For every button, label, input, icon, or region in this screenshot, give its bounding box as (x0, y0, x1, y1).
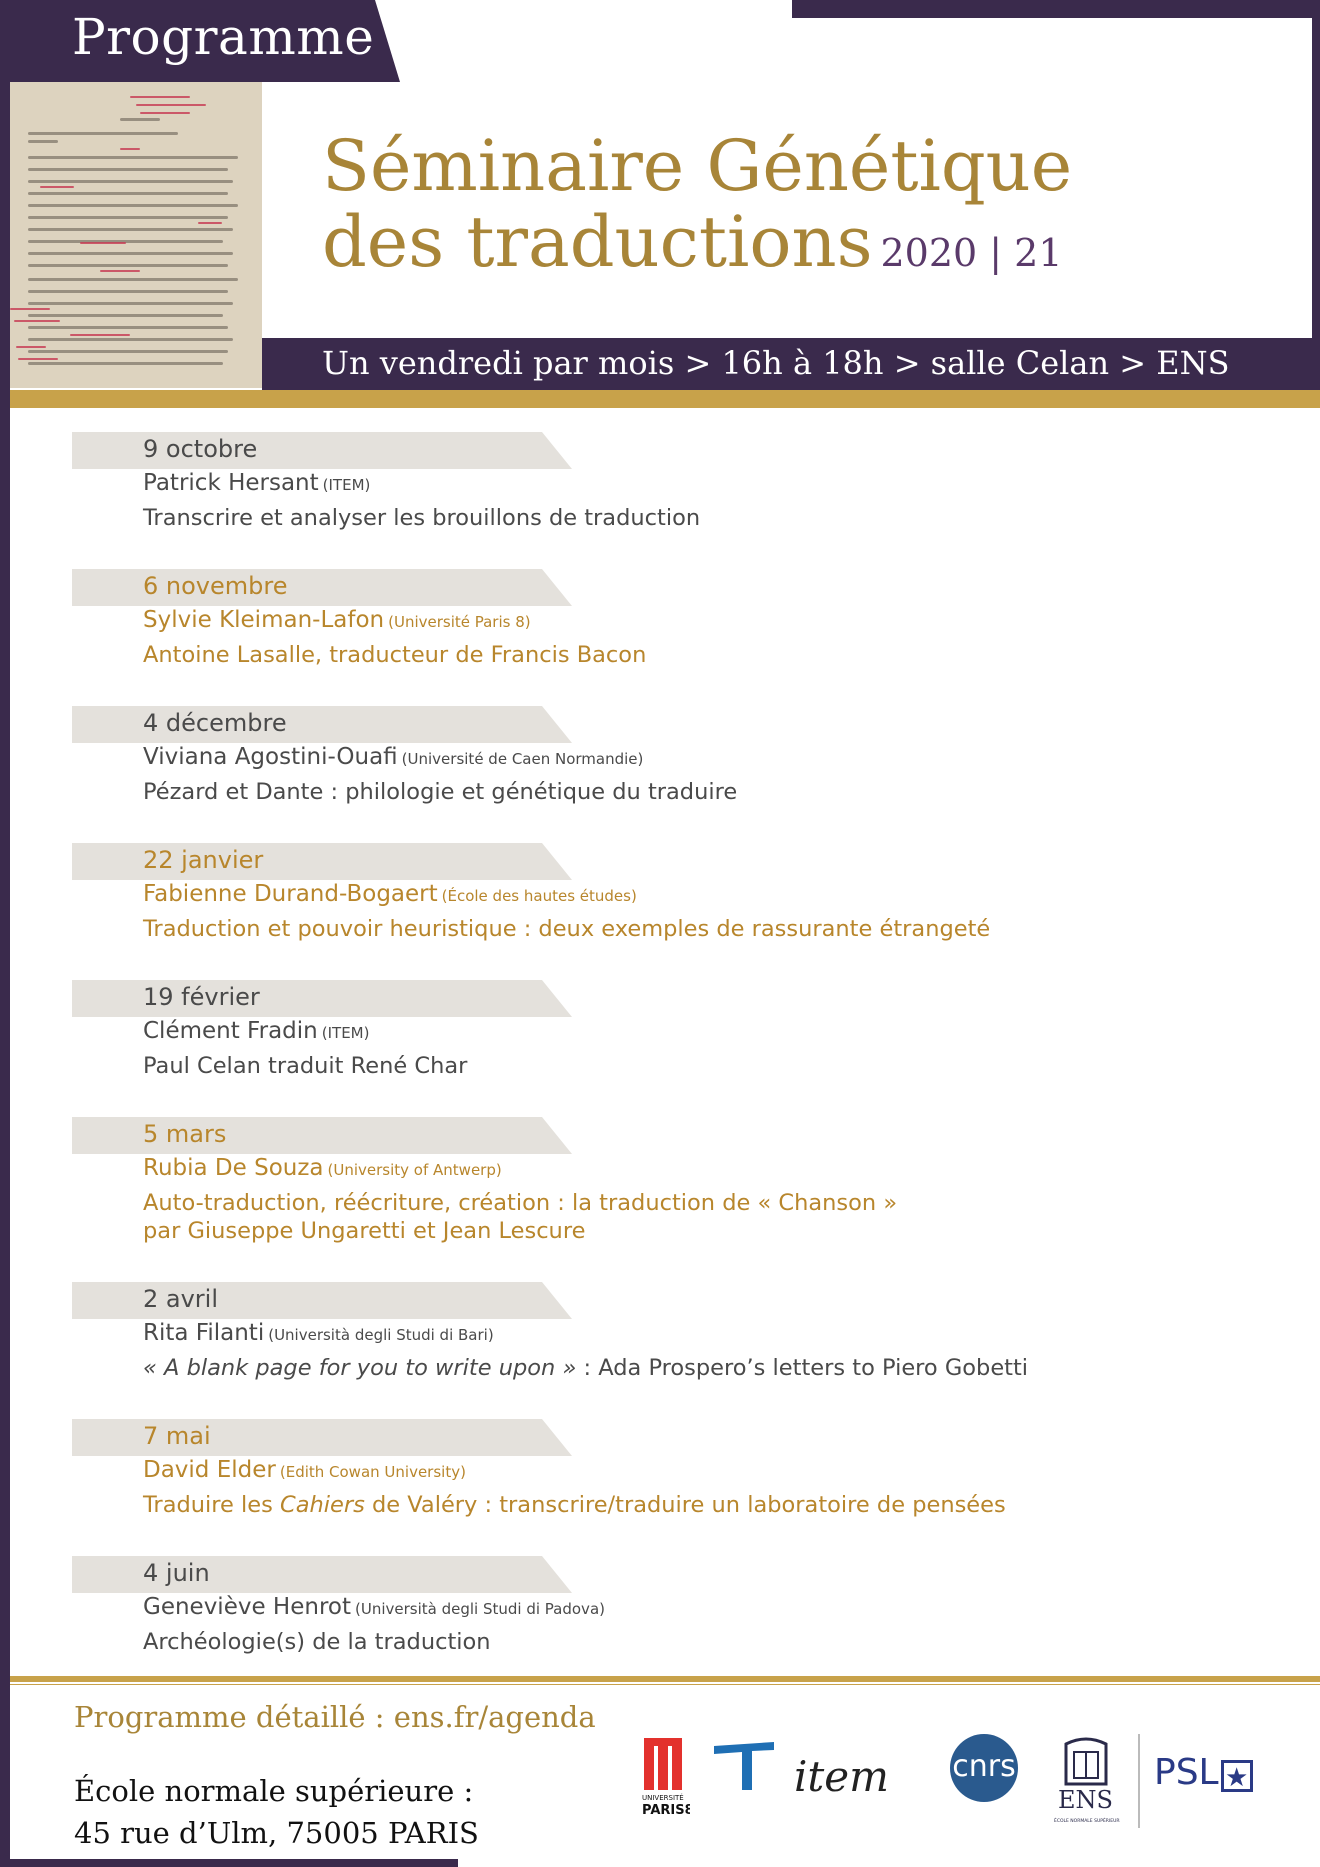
schedule-text: Un vendredi par mois > 16h à 18h > salle Celan > ENS (322, 344, 1230, 382)
speaker-name: Fabienne Durand-Bogaert (143, 881, 438, 907)
gold-rule-top (10, 390, 1320, 410)
manuscript-image (10, 82, 262, 388)
paris8-logo-text: UNIVERSITÉ (642, 1794, 684, 1802)
ens-logo-subtitle: ÉCOLE NORMALE SUPÉRIEURE (1054, 1819, 1120, 1824)
speaker-affiliation: (Université Paris 8) (388, 613, 531, 631)
bottom-bar (0, 1859, 458, 1867)
session-talk (143, 1189, 1243, 1245)
session-speaker (143, 881, 637, 907)
programme-label: Programme (72, 8, 375, 66)
session-date: 9 octobre (143, 435, 258, 463)
speaker-affiliation: (University of Antwerp) (327, 1161, 502, 1179)
session-talk: Traduction et pouvoir heuristique : deux exemples de rassurante étrangeté (143, 916, 991, 942)
session-date: 7 mai (143, 1422, 211, 1450)
session-speaker (143, 1155, 502, 1181)
speaker-name: Patrick Hersant (143, 470, 319, 496)
speaker-affiliation: (Université de Caen Normandie) (401, 750, 644, 768)
title-line-2 (322, 201, 1222, 291)
session-speaker (143, 607, 531, 633)
session-speaker (143, 470, 370, 496)
venue-address (74, 1770, 479, 1854)
detail-link-text: Programme détaillé : ens.fr/agenda (74, 1700, 596, 1734)
speaker-name: Rubia De Souza (143, 1155, 324, 1181)
session-talk (143, 1354, 1243, 1382)
session-date: 5 mars (143, 1120, 227, 1148)
cnrs-logo: cnrs (950, 1734, 1018, 1802)
session-talk: Archéologie(s) de la traduction (143, 1629, 491, 1655)
speaker-name: Geneviève Henrot (143, 1594, 351, 1620)
session-talk: Antoine Lasalle, traducteur de Francis Bacon (143, 642, 647, 668)
session-talk: Transcrire et analyser les brouillons de traduction (143, 505, 701, 531)
talk-line-2: par Giuseppe Ungaretti et Jean Lescure (143, 1218, 586, 1244)
logo-divider (1138, 1734, 1140, 1828)
speaker-name: Clément Fradin (143, 1018, 318, 1044)
gold-rule-bottom (10, 1676, 1320, 1682)
session-talk: Pézard et Dante : philologie et génétique du traduire (143, 779, 738, 805)
gold-rule-top-gap (10, 408, 1320, 410)
session-speaker (143, 1320, 494, 1346)
speaker-affiliation: (Università degli Studi di Bari) (268, 1326, 494, 1344)
session-talk (143, 1491, 1243, 1519)
venue-name: École normale supérieure : (74, 1774, 474, 1808)
speaker-name: Sylvie Kleiman-Lafon (143, 607, 385, 633)
talk-rest: : Ada Prospero’s letters to Piero Gobetti (576, 1355, 1029, 1381)
talk-line-1: Auto-traduction, réécriture, création : la traduction de « Chanson » (143, 1190, 898, 1216)
title-line-1: Séminaire Génétique (322, 125, 1073, 207)
psl-star-icon: ★ (1221, 1760, 1253, 1792)
session-date: 4 juin (143, 1559, 210, 1587)
session-date: 19 février (143, 983, 260, 1011)
right-frame-bar (1312, 0, 1320, 340)
speaker-affiliation: (ITEM) (321, 1024, 370, 1042)
seminar-title (322, 125, 1222, 291)
session-date: 2 avril (143, 1285, 219, 1313)
gold-rule-bottom-thin (10, 1684, 1320, 1685)
talk-rest: de Valéry : transcrire/traduire un laboratoire de pensées (364, 1492, 1006, 1518)
speaker-name: Rita Filanti (143, 1320, 265, 1346)
left-frame-bar (0, 0, 10, 1867)
session-date: 4 décembre (143, 709, 287, 737)
session-date: 22 janvier (143, 846, 264, 874)
psl-logo-label: PSL (1154, 1752, 1219, 1793)
speaker-affiliation: (ITEM) (322, 476, 371, 494)
title-line-2-text: des traductions (322, 201, 873, 283)
speaker-name: Viviana Agostini-Ouafi (143, 744, 398, 770)
speaker-affiliation: (Edith Cowan University) (279, 1463, 466, 1481)
paris8-logo-label: PARIS8 (642, 1803, 690, 1818)
psl-logo (1154, 1752, 1253, 1802)
ens-logo-label: ENS (1058, 1786, 1113, 1814)
item-logo: item (794, 1752, 889, 1801)
speaker-affiliation: (École des hautes études) (441, 887, 637, 905)
speaker-affiliation: (Università degli Studi di Padova) (355, 1600, 605, 1618)
venue-street: 45 rue d’Ulm, 75005 PARIS (74, 1816, 479, 1850)
talk-quote: « A blank page for you to write upon » (143, 1355, 577, 1381)
session-speaker (143, 744, 643, 770)
schedule-band (262, 338, 1320, 390)
paris8-logo (642, 1738, 690, 1818)
session-talk: Paul Celan traduit René Char (143, 1053, 468, 1079)
speaker-name: David Elder (143, 1457, 276, 1483)
session-date: 6 novembre (143, 572, 288, 600)
academic-year: 2020 | 21 (880, 231, 1063, 275)
ens-logo (1052, 1734, 1120, 1828)
session-speaker (143, 1457, 466, 1483)
session-speaker (143, 1594, 605, 1620)
t-logo (712, 1740, 776, 1792)
session-speaker (143, 1018, 369, 1044)
talk-italic-title: Cahiers (280, 1492, 365, 1518)
top-right-bar (792, 0, 1320, 18)
talk-prefix: Traduire les (143, 1492, 280, 1518)
